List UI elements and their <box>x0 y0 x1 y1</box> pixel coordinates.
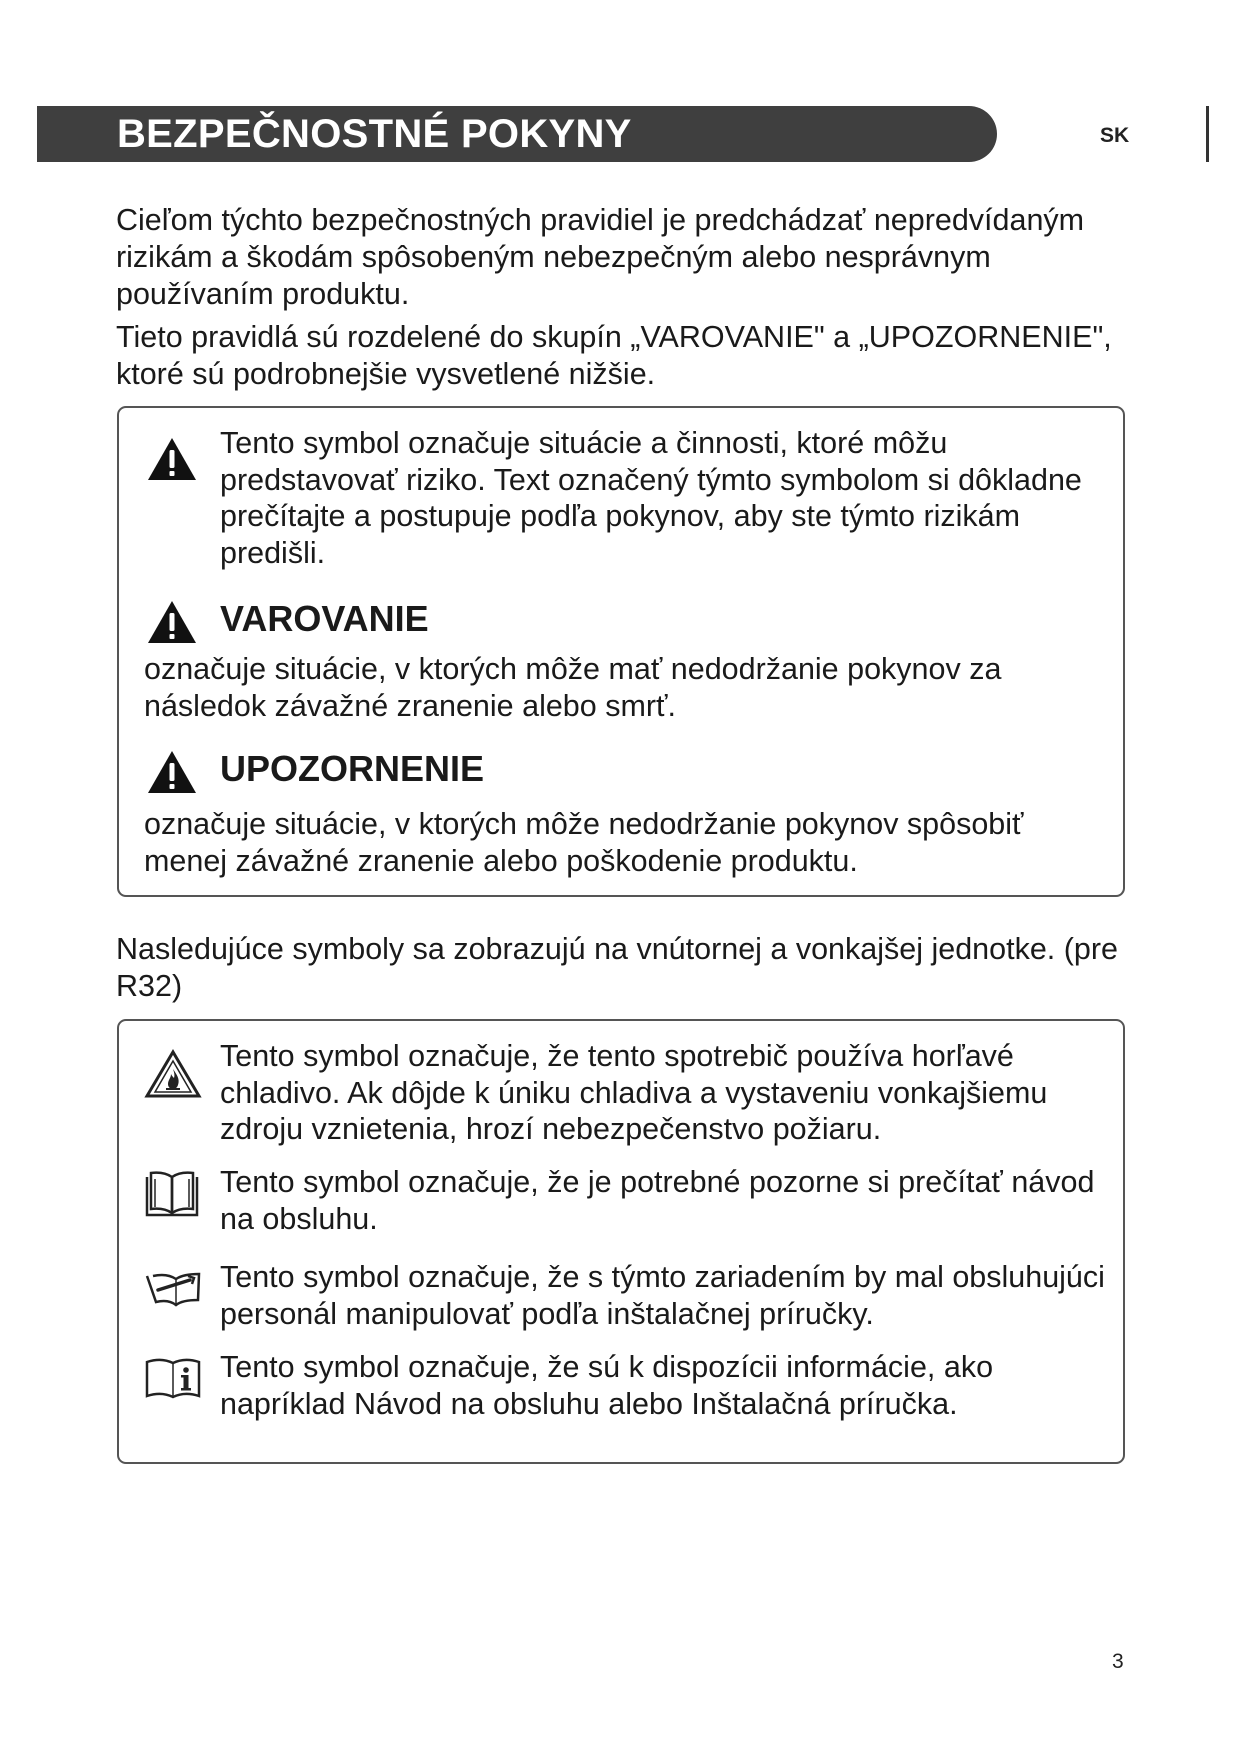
intro-paragraph-1: Cieľom týchto bezpečnostných pravidiel je predchádzať nepredvídaným rizikám a škodám spôsobeným nebezpečným alebo nesprávnym používaním produktu. <box>116 203 1085 311</box>
warning-symbol-description: Tento symbol označuje situácie a činnosti, ktoré môžu predstavovať riziko. Text označený týmto symbolom si dôkladne prečítajte a postupuje podľa pokynov, aby ste týmto rizikám predišli. <box>220 426 1082 570</box>
level-text-upozornenie: označuje situácie, v ktorých môže nedodržanie pokynov spôsobiť menej závažné zranenie alebo poškodenie produktu. <box>144 807 1024 878</box>
level-text-varovanie: označuje situácie, v ktorých môže mať nedodržanie pokynov za následok závažné zranenie alebo smrť. <box>144 652 1002 723</box>
flammable-icon <box>144 1049 202 1099</box>
info-symbol-text: Tento symbol označuje, že sú k dispozícii informácie, ako napríklad Návod na obsluhu alebo Inštalačná príručka. <box>220 1350 994 1421</box>
service-manual-icon <box>144 1266 202 1308</box>
intro-paragraph-2: Tieto pravidlá sú rozdelené do skupín „VAROVANIE" a „UPOZORNENIE", ktoré sú podrobnejšie vysvetlené nižšie. <box>116 320 1112 391</box>
section-header-bar <box>37 106 997 162</box>
warning-triangle-icon <box>146 599 198 645</box>
page-number: 3 <box>1112 1650 1124 1673</box>
flammable-symbol-text: Tento symbol označuje, že tento spotrebič používa horľavé chladivo. Ak dôjde k úniku chladiva a vystaveniu vonkajšiemu zdroju vznietenia, hrozí nebezpečenstvo požiaru. <box>220 1039 1048 1146</box>
page-title: BEZPEČNOSTNÉ POKYNY <box>117 112 632 156</box>
symbols-intro: Nasledujúce symboly sa zobrazujú na vnútornej a vonkajšej jednotke. (pre R32) <box>116 932 1118 1003</box>
caution-triangle-icon <box>146 749 198 795</box>
level-title-varovanie: VAROVANIE <box>220 598 429 639</box>
warning-definitions-box <box>117 406 1125 897</box>
info-manual-icon <box>144 1356 202 1400</box>
warning-triangle-icon <box>146 436 198 482</box>
language-code: SK <box>1100 124 1130 147</box>
manual-book-icon <box>144 1169 200 1221</box>
manual-symbol-text: Tento symbol označuje, že je potrebné pozorne si prečítať návod na obsluhu. <box>220 1165 1095 1236</box>
service-symbol-text: Tento symbol označuje, že s týmto zariadením by mal obsluhujúci personál manipulovať podľa inštalačnej príručky. <box>220 1260 1105 1331</box>
level-title-upozornenie: UPOZORNENIE <box>220 748 485 789</box>
symbols-box <box>117 1019 1125 1464</box>
page-edge-marker <box>1206 106 1209 162</box>
